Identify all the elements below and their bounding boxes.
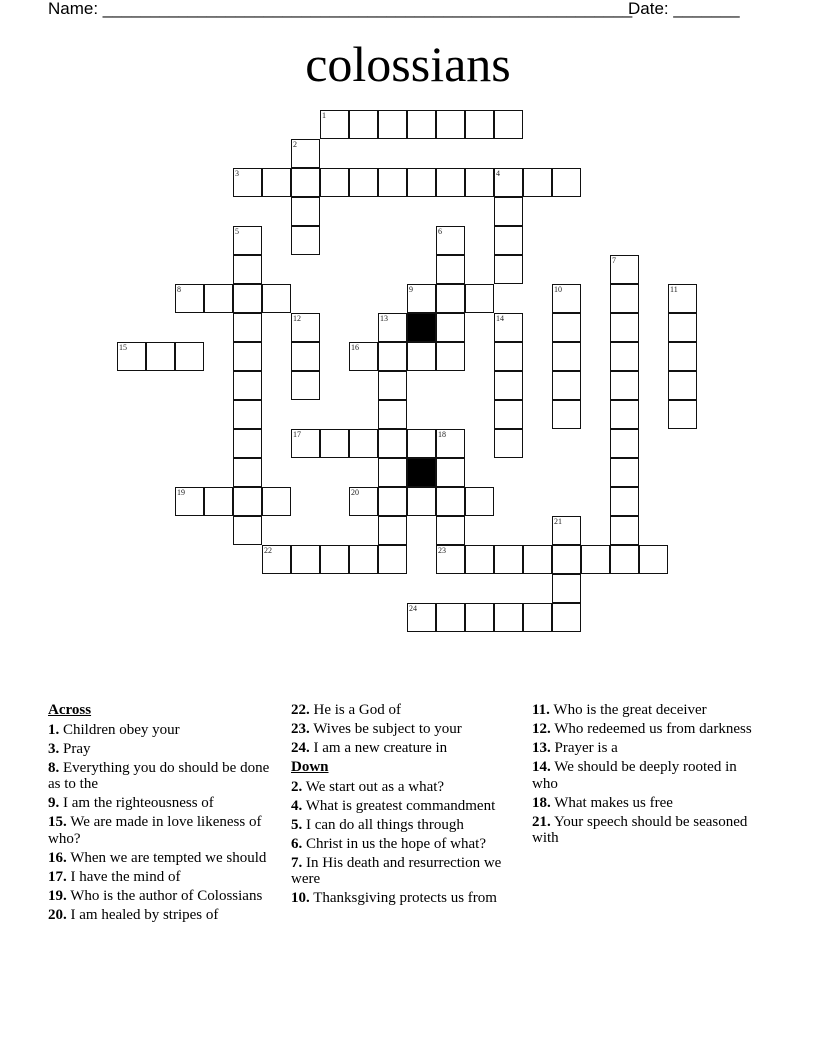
clue-across-1: 1. Children obey your <box>48 721 180 738</box>
grid-cell[interactable] <box>407 487 436 516</box>
grid-cell[interactable] <box>117 342 146 371</box>
grid-cell[interactable] <box>233 516 262 545</box>
grid-cell[interactable] <box>436 487 465 516</box>
grid-cell[interactable] <box>291 371 320 400</box>
grid-cell[interactable] <box>552 603 581 632</box>
puzzle-title: colossians <box>305 36 511 92</box>
clue-down-5: 5. I can do all things through <box>291 816 464 833</box>
grid-cell[interactable] <box>320 429 349 458</box>
clue-number: 4 <box>496 169 500 178</box>
grid-cell[interactable] <box>233 487 262 516</box>
grid-cell[interactable] <box>610 516 639 545</box>
grid-cell[interactable] <box>668 400 697 429</box>
grid-cell[interactable] <box>552 313 581 342</box>
grid-cell[interactable] <box>552 574 581 603</box>
grid-cell[interactable] <box>610 342 639 371</box>
grid-cell[interactable] <box>204 487 233 516</box>
grid-cell[interactable] <box>233 313 262 342</box>
grid-cell[interactable] <box>320 110 349 139</box>
clue-number: 16 <box>351 343 359 352</box>
grid-cell[interactable] <box>552 284 581 313</box>
date-field[interactable]: Date: _______ <box>628 0 740 18</box>
clue-number: 20 <box>351 488 359 497</box>
clue-across-20: 20. I am healed by stripes of <box>48 906 219 923</box>
grid-cell[interactable] <box>552 545 581 574</box>
grid-cell[interactable] <box>291 197 320 226</box>
grid-cell[interactable] <box>378 516 407 545</box>
grid-cell[interactable] <box>436 168 465 197</box>
block-cell <box>407 313 436 342</box>
grid-cell[interactable] <box>262 487 291 516</box>
across-heading: Across <box>48 702 92 718</box>
clue-number: 19 <box>177 488 185 497</box>
grid-cell[interactable] <box>378 545 407 574</box>
grid-cell[interactable] <box>436 284 465 313</box>
grid-cell[interactable] <box>378 371 407 400</box>
grid-cell[interactable] <box>291 226 320 255</box>
grid-cell[interactable] <box>610 429 639 458</box>
clue-across-19: 19. Who is the author of Colossians <box>48 887 263 904</box>
down-heading: Down <box>291 759 329 775</box>
clue-number: 3 <box>235 169 239 178</box>
grid-cell[interactable] <box>233 168 262 197</box>
clue-down-4: 4. What is greatest commandment <box>291 797 496 814</box>
grid-cell[interactable] <box>407 168 436 197</box>
grid-cell[interactable] <box>320 545 349 574</box>
clue-number: 22 <box>264 546 272 555</box>
grid-cell[interactable] <box>378 342 407 371</box>
grid-cell[interactable] <box>320 168 349 197</box>
grid-cell[interactable] <box>204 284 233 313</box>
clue-across-15: 15. We are made in love likeness of who? <box>48 814 262 847</box>
grid-cell[interactable] <box>552 400 581 429</box>
grid-cell[interactable] <box>436 110 465 139</box>
grid-cell[interactable] <box>523 168 552 197</box>
grid-cell[interactable] <box>349 429 378 458</box>
grid-cell[interactable] <box>175 284 204 313</box>
grid-cell[interactable] <box>494 226 523 255</box>
grid-cell[interactable] <box>436 342 465 371</box>
grid-cell[interactable] <box>465 168 494 197</box>
clue-number: 5 <box>235 227 239 236</box>
grid-cell[interactable] <box>233 371 262 400</box>
grid-cell[interactable] <box>233 226 262 255</box>
grid-cell[interactable] <box>465 603 494 632</box>
clue-down-11: 11. Who is the great deceiver <box>532 702 707 718</box>
clue-down-18: 18. What makes us free <box>532 794 673 811</box>
grid-cell[interactable] <box>436 545 465 574</box>
grid-cell[interactable] <box>436 226 465 255</box>
clue-down-2: 2. We start out as a what? <box>291 778 445 795</box>
clue-number: 2 <box>293 140 297 149</box>
grid-cell[interactable] <box>494 168 523 197</box>
grid-cell[interactable] <box>262 284 291 313</box>
clue-down-21: 21. Your speech should be seasoned with <box>532 813 748 846</box>
grid-cell[interactable] <box>175 342 204 371</box>
grid-cell[interactable] <box>610 487 639 516</box>
grid-cell[interactable] <box>291 429 320 458</box>
grid-cell[interactable] <box>668 371 697 400</box>
grid-cell[interactable] <box>291 168 320 197</box>
clue-number: 15 <box>119 343 127 352</box>
grid-cell[interactable] <box>349 110 378 139</box>
grid-cell[interactable] <box>349 168 378 197</box>
clue-number: 14 <box>496 314 504 323</box>
clue-across-16: 16. When we are tempted we should <box>48 849 267 866</box>
grid-cell[interactable] <box>349 342 378 371</box>
grid-cell[interactable] <box>465 545 494 574</box>
grid-cell[interactable] <box>407 110 436 139</box>
grid-cell[interactable] <box>552 168 581 197</box>
grid-cell[interactable] <box>407 342 436 371</box>
clue-number: 9 <box>409 285 413 294</box>
grid-cell[interactable] <box>407 603 436 632</box>
grid-cell[interactable] <box>291 139 320 168</box>
clues-column-2 <box>291 702 516 909</box>
grid-cell[interactable] <box>175 487 204 516</box>
clue-down-7: 7. In His death and resurrection we were <box>291 854 502 887</box>
grid-cell[interactable] <box>378 487 407 516</box>
grid-cell[interactable] <box>610 400 639 429</box>
grid-cell[interactable] <box>523 545 552 574</box>
grid-cell[interactable] <box>291 313 320 342</box>
clue-number: 1 <box>322 111 326 120</box>
grid-cell[interactable] <box>465 284 494 313</box>
clue-across-23: 23. Wives be subject to your <box>291 721 462 737</box>
grid-cell[interactable] <box>494 342 523 371</box>
grid-cell[interactable] <box>233 284 262 313</box>
grid-cell[interactable] <box>436 429 465 458</box>
grid-cell[interactable] <box>262 545 291 574</box>
grid-cell[interactable] <box>494 603 523 632</box>
clue-across-9: 9. I am the righteousness of <box>48 795 214 811</box>
clue-number: 17 <box>293 430 301 439</box>
grid-cell[interactable] <box>552 371 581 400</box>
grid-cell[interactable] <box>233 429 262 458</box>
grid-cell[interactable] <box>233 458 262 487</box>
grid-cell[interactable] <box>349 487 378 516</box>
grid-cell[interactable] <box>465 110 494 139</box>
grid-cell[interactable] <box>639 545 668 574</box>
grid-cell[interactable] <box>436 255 465 284</box>
grid-cell[interactable] <box>494 110 523 139</box>
clue-number: 18 <box>438 430 446 439</box>
grid-cell[interactable] <box>378 110 407 139</box>
clue-number: 23 <box>438 546 446 555</box>
grid-cell[interactable] <box>378 313 407 342</box>
grid-cell[interactable] <box>233 255 262 284</box>
clue-number: 13 <box>380 314 388 323</box>
grid-cell[interactable] <box>610 313 639 342</box>
grid-cell[interactable] <box>436 313 465 342</box>
grid-cell[interactable] <box>378 458 407 487</box>
grid-cell[interactable] <box>494 255 523 284</box>
clue-number: 8 <box>177 285 181 294</box>
clue-across-17: 17. I have the mind of <box>48 868 181 885</box>
grid-cell[interactable] <box>610 545 639 574</box>
name-field[interactable]: Name: ________________________________________________________ <box>48 0 633 18</box>
grid-cell[interactable] <box>494 197 523 226</box>
clue-number: 21 <box>554 517 562 526</box>
grid-cell[interactable] <box>378 429 407 458</box>
grid-cell[interactable] <box>494 313 523 342</box>
grid-cell[interactable] <box>610 458 639 487</box>
grid-cell[interactable] <box>291 545 320 574</box>
clue-down-13: 13. Prayer is a <box>532 740 618 756</box>
grid-cell[interactable] <box>436 458 465 487</box>
grid-cell[interactable] <box>610 255 639 284</box>
grid-cell[interactable] <box>436 516 465 545</box>
block-cell <box>407 458 436 487</box>
clue-down-10: 10. Thanksgiving protects us from <box>291 890 497 906</box>
clue-number: 10 <box>554 285 562 294</box>
clue-number: 24 <box>409 604 417 613</box>
grid-cell[interactable] <box>378 168 407 197</box>
grid-cell[interactable] <box>668 284 697 313</box>
clue-across-22: 22. He is a God of <box>291 702 401 718</box>
grid-cell[interactable] <box>262 168 291 197</box>
grid-cell[interactable] <box>668 313 697 342</box>
grid-cell[interactable] <box>291 342 320 371</box>
grid-cell[interactable] <box>494 371 523 400</box>
grid-cell[interactable] <box>552 342 581 371</box>
clue-number: 12 <box>293 314 301 323</box>
clue-down-12: 12. Who redeemed us from darkness <box>532 721 752 737</box>
clues-column-1 <box>48 702 273 926</box>
clue-across-24: 24. I am a new creature in <box>291 740 448 756</box>
grid-cell[interactable] <box>668 342 697 371</box>
clue-across-8: 8. Everything you do should be done as to the <box>48 759 270 792</box>
grid-cell[interactable] <box>349 545 378 574</box>
grid-cell[interactable] <box>233 400 262 429</box>
grid-cell[interactable] <box>436 603 465 632</box>
clue-across-3: 3. Pray <box>48 740 91 757</box>
grid-cell[interactable] <box>494 429 523 458</box>
grid-cell[interactable] <box>523 603 552 632</box>
clue-number: 6 <box>438 227 442 236</box>
grid-cell[interactable] <box>552 516 581 545</box>
clue-down-14: 14. We should be deeply rooted in who <box>532 759 737 792</box>
clue-number: 11 <box>670 285 678 294</box>
grid-cell[interactable] <box>378 400 407 429</box>
grid-cell[interactable] <box>407 429 436 458</box>
grid-cell[interactable] <box>465 487 494 516</box>
grid-cell[interactable] <box>407 284 436 313</box>
grid-cell[interactable] <box>233 342 262 371</box>
grid-cell[interactable] <box>610 284 639 313</box>
grid-cell[interactable] <box>146 342 175 371</box>
grid-cell[interactable] <box>494 400 523 429</box>
clue-number: 7 <box>612 256 616 265</box>
grid-cell[interactable] <box>494 545 523 574</box>
grid-cell[interactable] <box>610 371 639 400</box>
clue-down-6: 6. Christ in us the hope of what? <box>291 835 486 852</box>
clues-column-3 <box>532 702 757 849</box>
grid-cell[interactable] <box>581 545 610 574</box>
